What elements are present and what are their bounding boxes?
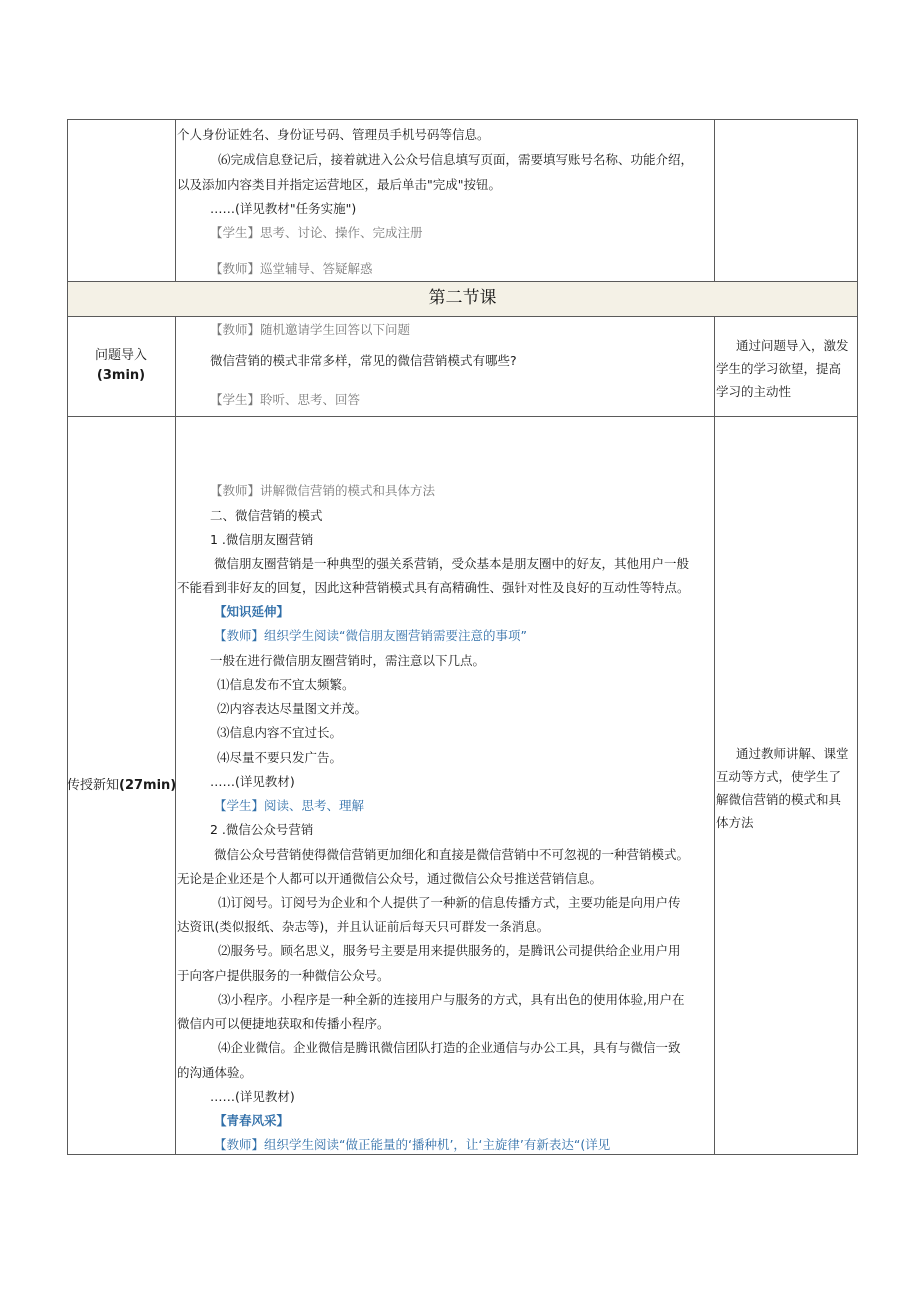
text-line: 一般在进行微信朋友圈营销时，需注意以下几点。 — [210, 653, 486, 668]
note-line: 通过问题导入，激发 — [736, 338, 849, 353]
teacher-activity: 【教师】组织学生阅读“微信朋友圈营销需要注意的事项” — [214, 628, 527, 643]
list-item: ⑶信息内容不宜过长。 — [217, 725, 343, 740]
student-activity: 【学生】聆听、思考、回答 — [210, 392, 361, 407]
column-divider-1 — [175, 119, 176, 281]
subheading: 2 .微信公众号营销 — [210, 822, 314, 837]
table-rule-1 — [67, 281, 858, 282]
text-line: 于向客户提供服务的一种微信公众号。 — [177, 968, 390, 983]
note-line: 通过教师讲解、课堂 — [736, 746, 849, 761]
list-item: ⑴信息发布不宜太频繁。 — [217, 677, 355, 692]
note-line: 体方法 — [716, 815, 754, 830]
teacher-activity: 【教师】讲解微信营销的模式和具体方法 — [210, 483, 436, 498]
table-rule-3 — [67, 416, 858, 417]
column-divider-2 — [714, 316, 715, 1155]
text-line: 微信朋友圈营销是一种典型的强关系营销，受众基本是朋友圈中的好友，其他用户一般 — [214, 556, 690, 571]
table-border-top — [67, 119, 858, 120]
teach-duration: (27min) — [119, 778, 177, 793]
text-line: 微信公众号营销使得微信营销更加细化和直接是微信营销中不可忽视的一种营销模式。 — [214, 847, 690, 862]
teach-row-label — [67, 776, 175, 796]
teacher-activity: 【教师】巡堂辅导、答疑解惑 — [210, 261, 373, 276]
text-line: ⑵服务号。顾名思义，服务号主要是用来提供服务的，是腾讯公司提供给企业用户用 — [218, 943, 681, 958]
text-line: ……(详见教材"任务实施") — [210, 201, 357, 216]
subheading: 1 .微信朋友圈营销 — [210, 532, 314, 547]
text-line: ⑴订阅号。订阅号为企业和个人提供了一种新的信息传播方式，主要功能是向用户传 — [218, 895, 681, 910]
note-line: 学习的主动性 — [716, 384, 792, 399]
section-title: 第二节课 — [428, 288, 497, 308]
section-heading: 二、微信营销的模式 — [210, 508, 323, 523]
list-item: ⑷尽量不要只发广告。 — [217, 750, 343, 765]
note-line: 解微信营销的模式和具 — [716, 792, 842, 807]
column-divider-1 — [175, 316, 176, 1155]
teach-row-note — [716, 742, 856, 834]
note-line: 学生的学习欲望，提高 — [716, 361, 842, 376]
table-border-right — [857, 119, 858, 1155]
text-line: ……(详见教材) — [210, 1089, 295, 1104]
column-divider-2 — [714, 119, 715, 281]
text-line: 无论是企业还是个人都可以开通微信公众号，通过微信公众号推送营销信息。 — [177, 871, 603, 886]
intro-duration: (3min) — [96, 368, 146, 383]
text-line: 的沟通体验。 — [177, 1065, 253, 1080]
intro-row-note — [716, 334, 856, 403]
text-line: 不能看到非好友的回复，因此这种营销模式具有高精确性、强针对性及良好的互动性等特点。 — [177, 580, 690, 595]
teach-label-text: 传授新知 — [67, 778, 120, 793]
teacher-activity: 【教师】组织学生阅读“做正能量的‘播种机’，让‘主旋律’有新表达“(详见 — [214, 1137, 611, 1152]
intro-label-text: 问题导入 — [94, 348, 147, 363]
teacher-activity: 【教师】随机邀请学生回答以下问题 — [210, 322, 411, 337]
text-line: 个人身份证姓名、身份证号码、管理员手机号码等信息。 — [177, 127, 490, 142]
youth-style-tag: 【青春风采】 — [214, 1113, 290, 1128]
intro-row-label — [67, 346, 175, 386]
note-line: 互动等方式，使学生了 — [716, 769, 842, 784]
list-item: ⑵内容表达尽量图文并茂。 — [217, 701, 368, 716]
question-text: 微信营销的模式非常多样，常见的微信营销模式有哪些? — [210, 353, 517, 368]
text-line: 达资讯(类似报纸、杂志等)，并且认证前后每天只可群发一条消息。 — [177, 919, 550, 934]
text-line: ⑶小程序。小程序是一种全新的连接用户与服务的方式，具有出色的使用体验,用户在 — [218, 992, 685, 1007]
student-activity: 【学生】阅读、思考、理解 — [214, 798, 365, 813]
table-rule-2 — [67, 316, 858, 317]
text-line: 以及添加内容类目并指定运营地区，最后单击"完成"按钮。 — [177, 177, 502, 192]
knowledge-extension-tag: 【知识延伸】 — [214, 604, 290, 619]
text-line: ⑷企业微信。企业微信是腾讯微信团队打造的企业通信与办公工具，具有与微信一致 — [218, 1040, 681, 1055]
text-line: ……(详见教材) — [210, 774, 295, 789]
text-line: 微信内可以便捷地获取和传播小程序。 — [177, 1016, 390, 1031]
table-border-bottom — [67, 1154, 858, 1155]
student-activity: 【学生】思考、讨论、操作、完成注册 — [210, 225, 423, 240]
text-line: ⑹完成信息登记后，接着就进入公众号信息填写页面，需要填写账号名称、功能介绍， — [218, 152, 694, 167]
table-border-left — [67, 119, 68, 1155]
